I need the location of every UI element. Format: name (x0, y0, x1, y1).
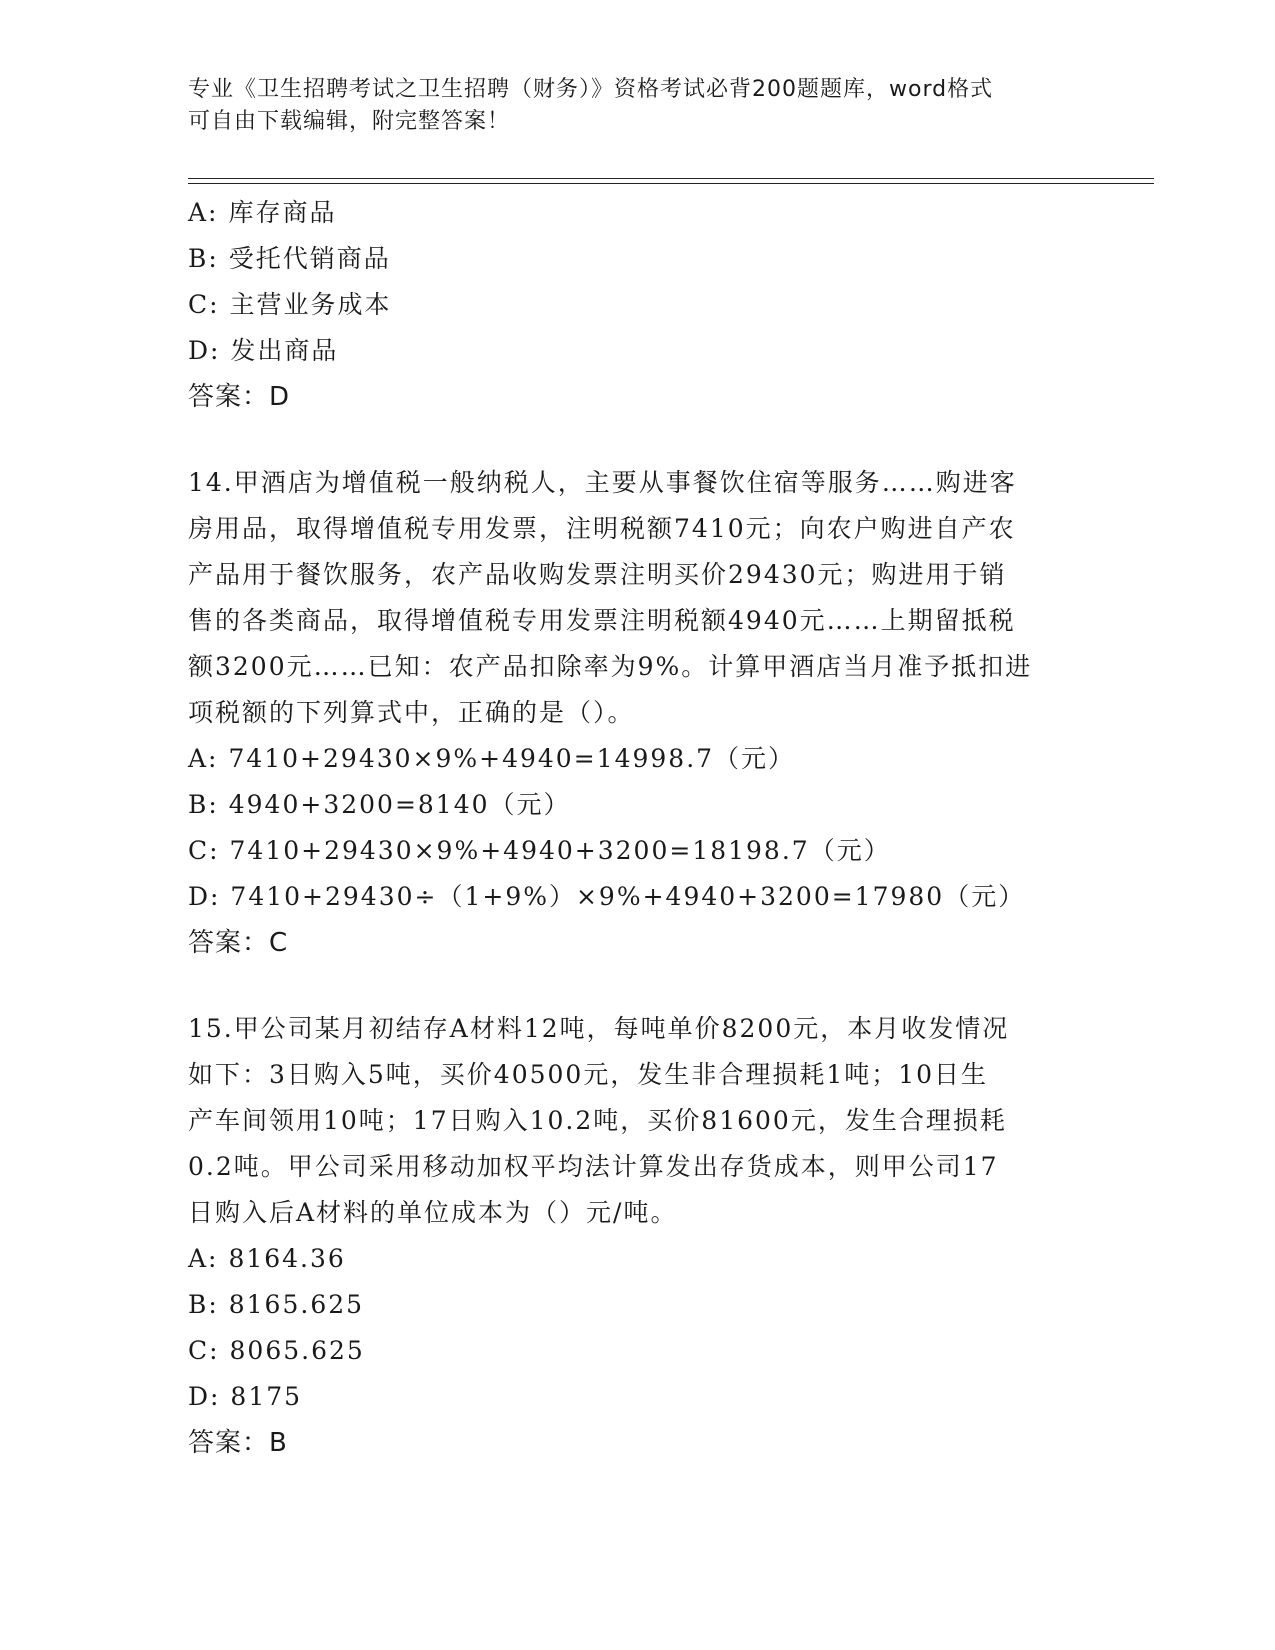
spacer (188, 966, 1088, 1006)
option-label: B: (188, 244, 219, 273)
answer-line: 答案：C (188, 928, 289, 958)
header-rule-top (188, 178, 1154, 179)
stem-line: 额3200元……已知：农产品扣除率为9%。计算甲酒店当月准予抵扣进 (188, 652, 1033, 681)
stem-line: 如下：3日购入5吨，买价40500元，发生非合理损耗1吨；10日生 (188, 1060, 989, 1089)
option-label: D: (188, 1382, 221, 1411)
option-c (188, 1328, 1088, 1374)
stem-line: 15.甲公司某月初结存A材料12吨，每吨单价8200元，本月收发情况 (188, 1014, 1010, 1043)
option-text: 8175 (230, 1382, 303, 1411)
option-label: B: (188, 1290, 219, 1319)
option-c (188, 828, 1088, 874)
option-a (188, 1236, 1088, 1282)
option-label: B: (188, 790, 219, 819)
option-label: C: (188, 1336, 220, 1365)
option-label: D: (188, 336, 221, 365)
stem-line: 项税额的下列算式中，正确的是（）。 (188, 698, 635, 727)
option-label: A: (188, 744, 219, 773)
option-b (188, 1282, 1088, 1328)
option-text: 8164.36 (228, 1244, 346, 1273)
header-rule-bottom (188, 183, 1154, 184)
option-label: C: (188, 290, 220, 319)
document-body (188, 190, 1088, 1466)
spacer (188, 420, 1088, 460)
question-13 (188, 190, 1088, 420)
option-d (188, 874, 1088, 920)
option-text: 发出商品 (230, 336, 339, 365)
question-15 (188, 1006, 1088, 1466)
stem-line: 0.2吨。甲公司采用移动加权平均法计算发出存货成本，则甲公司17 (188, 1152, 999, 1181)
answer-line: 答案：D (188, 382, 291, 412)
question-14 (188, 460, 1088, 966)
option-text: 受托代销商品 (228, 244, 391, 273)
option-text: 主营业务成本 (229, 290, 392, 319)
header-line-1: 专业《卫生招聘考试之卫生招聘（财务）》资格考试必背200题题库，word格式 (188, 77, 994, 102)
option-d (188, 1374, 1088, 1420)
stem-line: 售的各类商品，取得增值税专用发票注明税额4940元……上期留抵税 (188, 606, 1016, 635)
option-text: 4940+3200=8140（元） (228, 790, 571, 819)
option-label: A: (188, 198, 219, 227)
option-text: 8165.625 (228, 1290, 365, 1319)
stem-line: 房用品，取得增值税专用发票，注明税额7410元；向农户购进自产农 (188, 514, 1016, 543)
option-a (188, 190, 1088, 236)
option-c (188, 282, 1088, 328)
question-stem (188, 460, 1088, 736)
option-text: 7410+29430×9%+4940=14998.7（元） (228, 744, 796, 773)
option-label: C: (188, 836, 220, 865)
option-label: D: (188, 882, 221, 911)
document-header (188, 74, 1068, 138)
stem-line: 产品用于餐饮服务，农产品收购发票注明买价29430元；购进用于销 (188, 560, 1007, 589)
option-b (188, 782, 1088, 828)
answer-line: 答案：B (188, 1428, 288, 1458)
option-text: 8065.625 (229, 1336, 365, 1365)
stem-line: 产车间领用10吨；17日购入10.2吨，买价81600元，发生合理损耗 (188, 1106, 1007, 1135)
header-line-2: 可自由下载编辑，附完整答案！ (188, 109, 511, 134)
option-text: 库存商品 (228, 198, 337, 227)
option-text: 7410+29430×9%+4940+3200=18198.7（元） (229, 836, 891, 865)
option-a (188, 736, 1088, 782)
stem-line: 日购入后A材料的单位成本为（）元/吨。 (188, 1198, 678, 1227)
option-text: 7410+29430÷（1+9%）×9%+4940+3200=17980（元） (230, 882, 1026, 911)
option-d (188, 328, 1088, 374)
question-stem (188, 1006, 1088, 1236)
option-b (188, 236, 1088, 282)
option-label: A: (188, 1244, 219, 1273)
stem-line: 14.甲酒店为增值税一般纳税人，主要从事餐饮住宿等服务……购进客 (188, 468, 1017, 497)
